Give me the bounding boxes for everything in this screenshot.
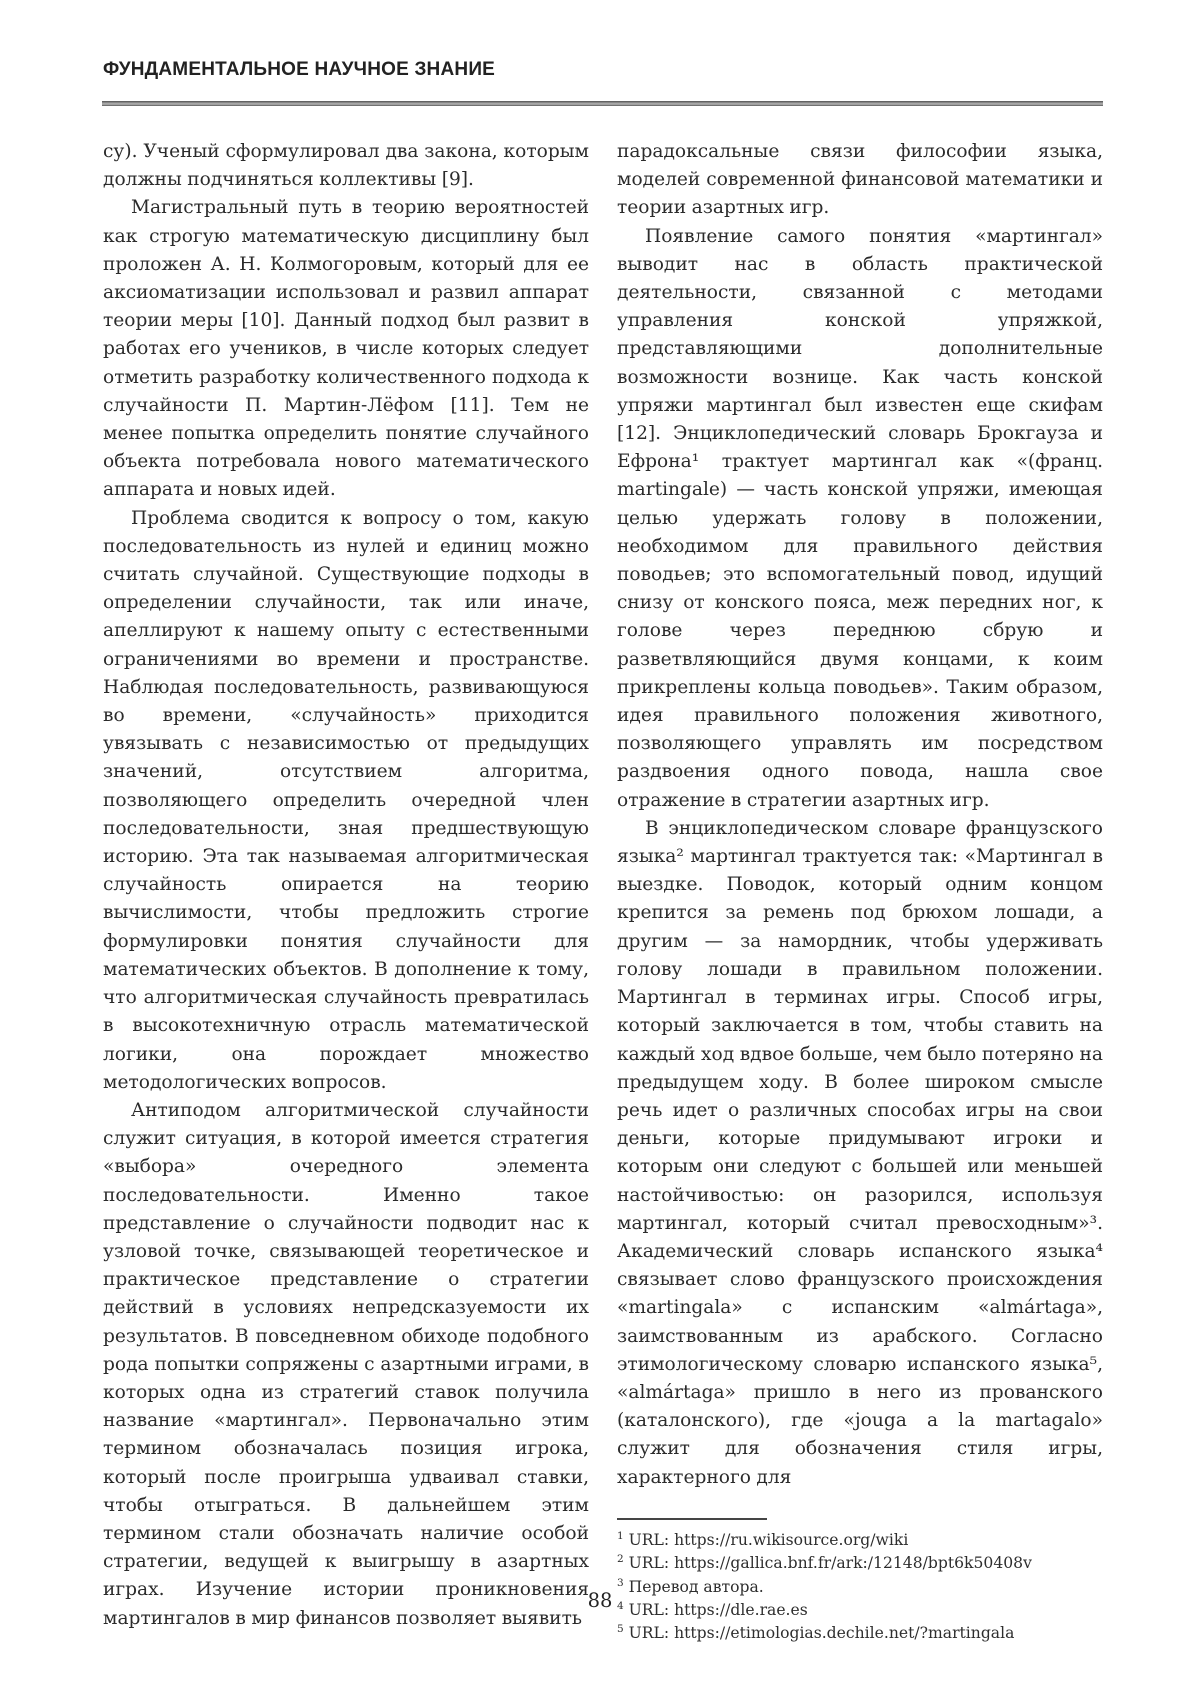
paragraph: су). Ученый сформулировал два закона, которым должны подчиняться коллективы [9]. bbox=[103, 141, 589, 191]
footnote bbox=[617, 1529, 1103, 1552]
footnote-text: URL: https://etimologias.dechile.net/?martingala bbox=[628, 1624, 1015, 1643]
footnote-text: URL: https://gallica.bnf.fr/ark:/12148/bpt6k50408v bbox=[628, 1554, 1032, 1573]
footnote-text: URL: https://dle.rae.es bbox=[628, 1600, 808, 1619]
right-column bbox=[617, 138, 1103, 1646]
footnote-separator bbox=[617, 1518, 767, 1520]
footnote bbox=[617, 1552, 1103, 1575]
page-number: 88 bbox=[587, 1589, 613, 1612]
footnote-marker: 1 bbox=[617, 1529, 624, 1542]
footnote-marker: 3 bbox=[617, 1576, 624, 1589]
header-rule bbox=[102, 101, 1103, 106]
footnote-text: Перевод автора. bbox=[628, 1577, 764, 1596]
paragraph: Появление самого понятия «мартингал» выводит нас в область практической деятельности, связанной с методами управления конской упряжкой, представляющими дополнительные возможности вознице. Как часть конской упряжи мартингал был известен еще скифам [12]. Энциклопедический словарь Брокгауза и Ефрона¹ трактует мартингал как «(франц. martingale) — часть конской упряжи, имеющая целью удержать голову в положении, необходимом для правильного действия поводьев; это вспомогательный повод, идущий снизу от конского пояса, меж передних ног, к голове через переднюю сбрую и разветвляющийся двумя концами, к коим прикреплены кольца поводьев». Таким образом, идея правильного положения животного, позволяющего управлять им посредством раздвоения одного повода, нашла свое отражение в стратегии азартных игр. bbox=[617, 225, 1103, 811]
paragraph: В энциклопедическом словаре французского языка² мартингал трактуется так: «Мартингал в выездке. Поводок, который одним концом крепится за ремень под брюхом лошади, а другим — за намордник, чтобы удерживать голову лошади в правильном положении. Мартингал в терминах игры. Способ игры, который заключается в том, чтобы ставить на каждый ход вдвое больше, чем было потеряно на предыдущем ходу. В более широком смысле речь идет о различных способах игры на свои деньги, которые придумывают игроки и которым они следуют с большей или меньшей настойчивостью: он разорился, используя мартингал, который считал превосходным»³. Академический словарь испанского языка⁴ связывает слово французского происхождения «martingala» с испанским «almártaga», заимствованным из арабского. Согласно этимологическому словарю испанского языка⁵, «almártaga» пришло в него из прованского (каталонского), где «jouga a la martagalo» служит для обозначения стиля игры, характерного для bbox=[617, 817, 1103, 1488]
paragraph: Антиподом алгоритмической случайности служит ситуация, в которой имеется стратегия «выбора» очередного элемента последовательности. Именно такое представление о случайности подводит нас к узловой точке, связывающей теоретическое и практическое представление о стратегии действий в условиях непредсказуемости их результатов. В повседневном обиходе подобного рода попытки сопряжены с азартными играми, в которых одна из стратегий ставок получила название «мартингал». Первоначально этим термином обозначалась позиция игрока, который после проигрыша удваивал ставки, чтобы отыграться. В дальнейшем этим термином стали обозначать наличие особой стратегии, ведущей к выигрышу в азартных играх. Изучение истории проникновения мартингалов в мир финансов позволяет выявить bbox=[103, 1099, 589, 1629]
two-column-body bbox=[103, 138, 1103, 1646]
footnotes bbox=[617, 1518, 1103, 1646]
footnote-marker: 2 bbox=[617, 1552, 624, 1565]
footnote-marker: 4 bbox=[617, 1599, 624, 1612]
paragraph: Проблема сводится к вопросу о том, какую последовательность из нулей и единиц можно считать случайной. Существующие подходы в определении случайности, так или иначе, апеллируют к нашему опыту с естественными ограничениями во времени и пространстве. Наблюдая последовательность, развивающуюся во времени, «случайность» приходится увязывать с независимостью от предыдущих значений, отсутствием алгоритма, позволяющего определить очередной член последовательности, зная предшествующую историю. Эта так называемая алгоритмическая случайность опирается на теорию вычислимости, чтобы предложить строгие формулировки понятия случайности для математических объектов. В дополнение к тому, что алгоритмическая случайность превратилась в высокотехничную отрасль математической логики, она порождает множество методологических вопросов. bbox=[103, 507, 589, 1093]
footnote-marker: 5 bbox=[617, 1623, 624, 1636]
left-column bbox=[103, 138, 589, 1646]
paragraph: парадоксальные связи философии языка, моделей современной финансовой математики и теории азартных игр. bbox=[617, 141, 1103, 219]
running-head: ФУНДАМЕНТАЛЬНОЕ НАУЧНОЕ ЗНАНИЕ bbox=[103, 59, 496, 80]
footnote bbox=[617, 1622, 1103, 1645]
paragraph: Магистральный путь в теорию вероятностей как строгую математическую дисциплину был проложен А. Н. Колмогоровым, который для ее аксиоматизации использовал и развил аппарат теории меры [10]. Данный подход был развит в работах его учеников, в числе которых следует отметить разработку количественного подхода к случайности П. Мартин-Лёфом [11]. Тем не менее попытка определить понятие случайного объекта потребовала нового математического аппарата и новых идей. bbox=[103, 197, 589, 501]
footnote-text: URL: https://ru.wikisource.org/wiki bbox=[628, 1530, 909, 1549]
